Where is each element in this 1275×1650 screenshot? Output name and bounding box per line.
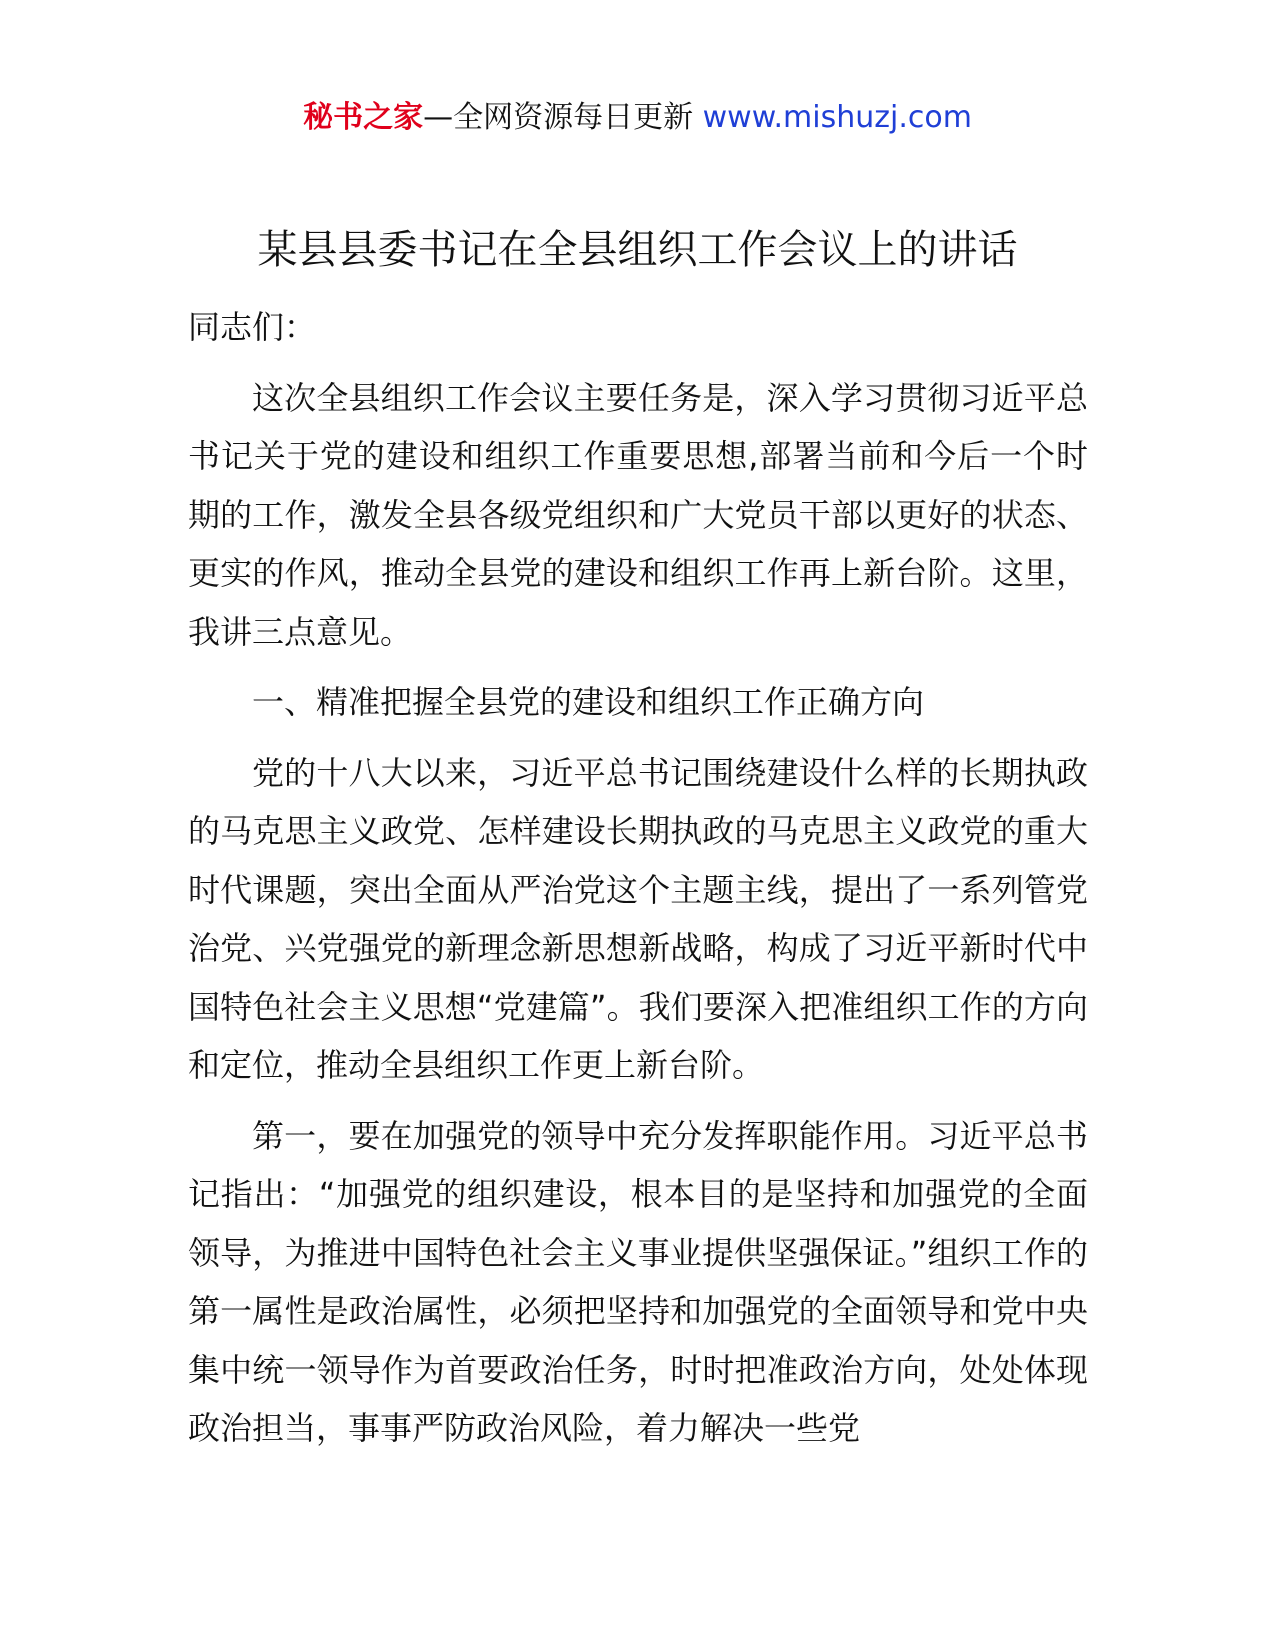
paragraph-body: 第一，要在加强党的领导中充分发挥职能作用。习近平总书记指出：“加强党的组织建设，根本目的是坚持和加强党的全面领导，为推进中国特色社会主义事业提供坚强保证。”组织工作的第一属性是政治属性，必须把坚持和加强党的全面领导和党中央集中统一领导作为首要政治任务，时时把准政治方向，处处体现政治担当，事事严防政治风险，着力解决一些党 bbox=[188, 1116, 1088, 1447]
brand-name: 秘书之家 bbox=[303, 100, 424, 135]
salutation: 同志们： bbox=[188, 308, 317, 346]
paragraph-intro: 这次全县组织工作会议主要任务是，深入学习贯彻习近平总书记关于党的建设和组织工作重要思想,部署当前和今后一个时期的工作，激发全县各级党组织和广大党员干部以更好的状态、更实的作风，推动全县党的建设和组织工作再上新台阶。这里，我讲三点意见。 bbox=[188, 378, 1088, 651]
document-body bbox=[188, 298, 1088, 1458]
site-url[interactable]: www.mishuzj.com bbox=[702, 100, 972, 135]
document-title: 某县县委书记在全县组织工作会议上的讲话 bbox=[257, 227, 1018, 273]
paragraph-body: 党的十八大以来，习近平总书记围绕建设什么样的长期执政的马克思主义政党、怎样建设长期执政的马克思主义政党的重大时代课题，突出全面从严治党这个主题主线，提出了一系列管党治党、兴党强党的新理念新思想新战略，构成了习近平新时代中国特色社会主义思想“党建篇”。我们要深入把准组织工作的方向和定位，推动全县组织工作更上新台阶。 bbox=[188, 753, 1088, 1084]
site-header bbox=[0, 98, 1275, 138]
section-heading: 一、精准把握全县党的建设和组织工作正确方向 bbox=[252, 683, 925, 721]
header-tagline: —全网资源每日更新 bbox=[423, 100, 703, 135]
